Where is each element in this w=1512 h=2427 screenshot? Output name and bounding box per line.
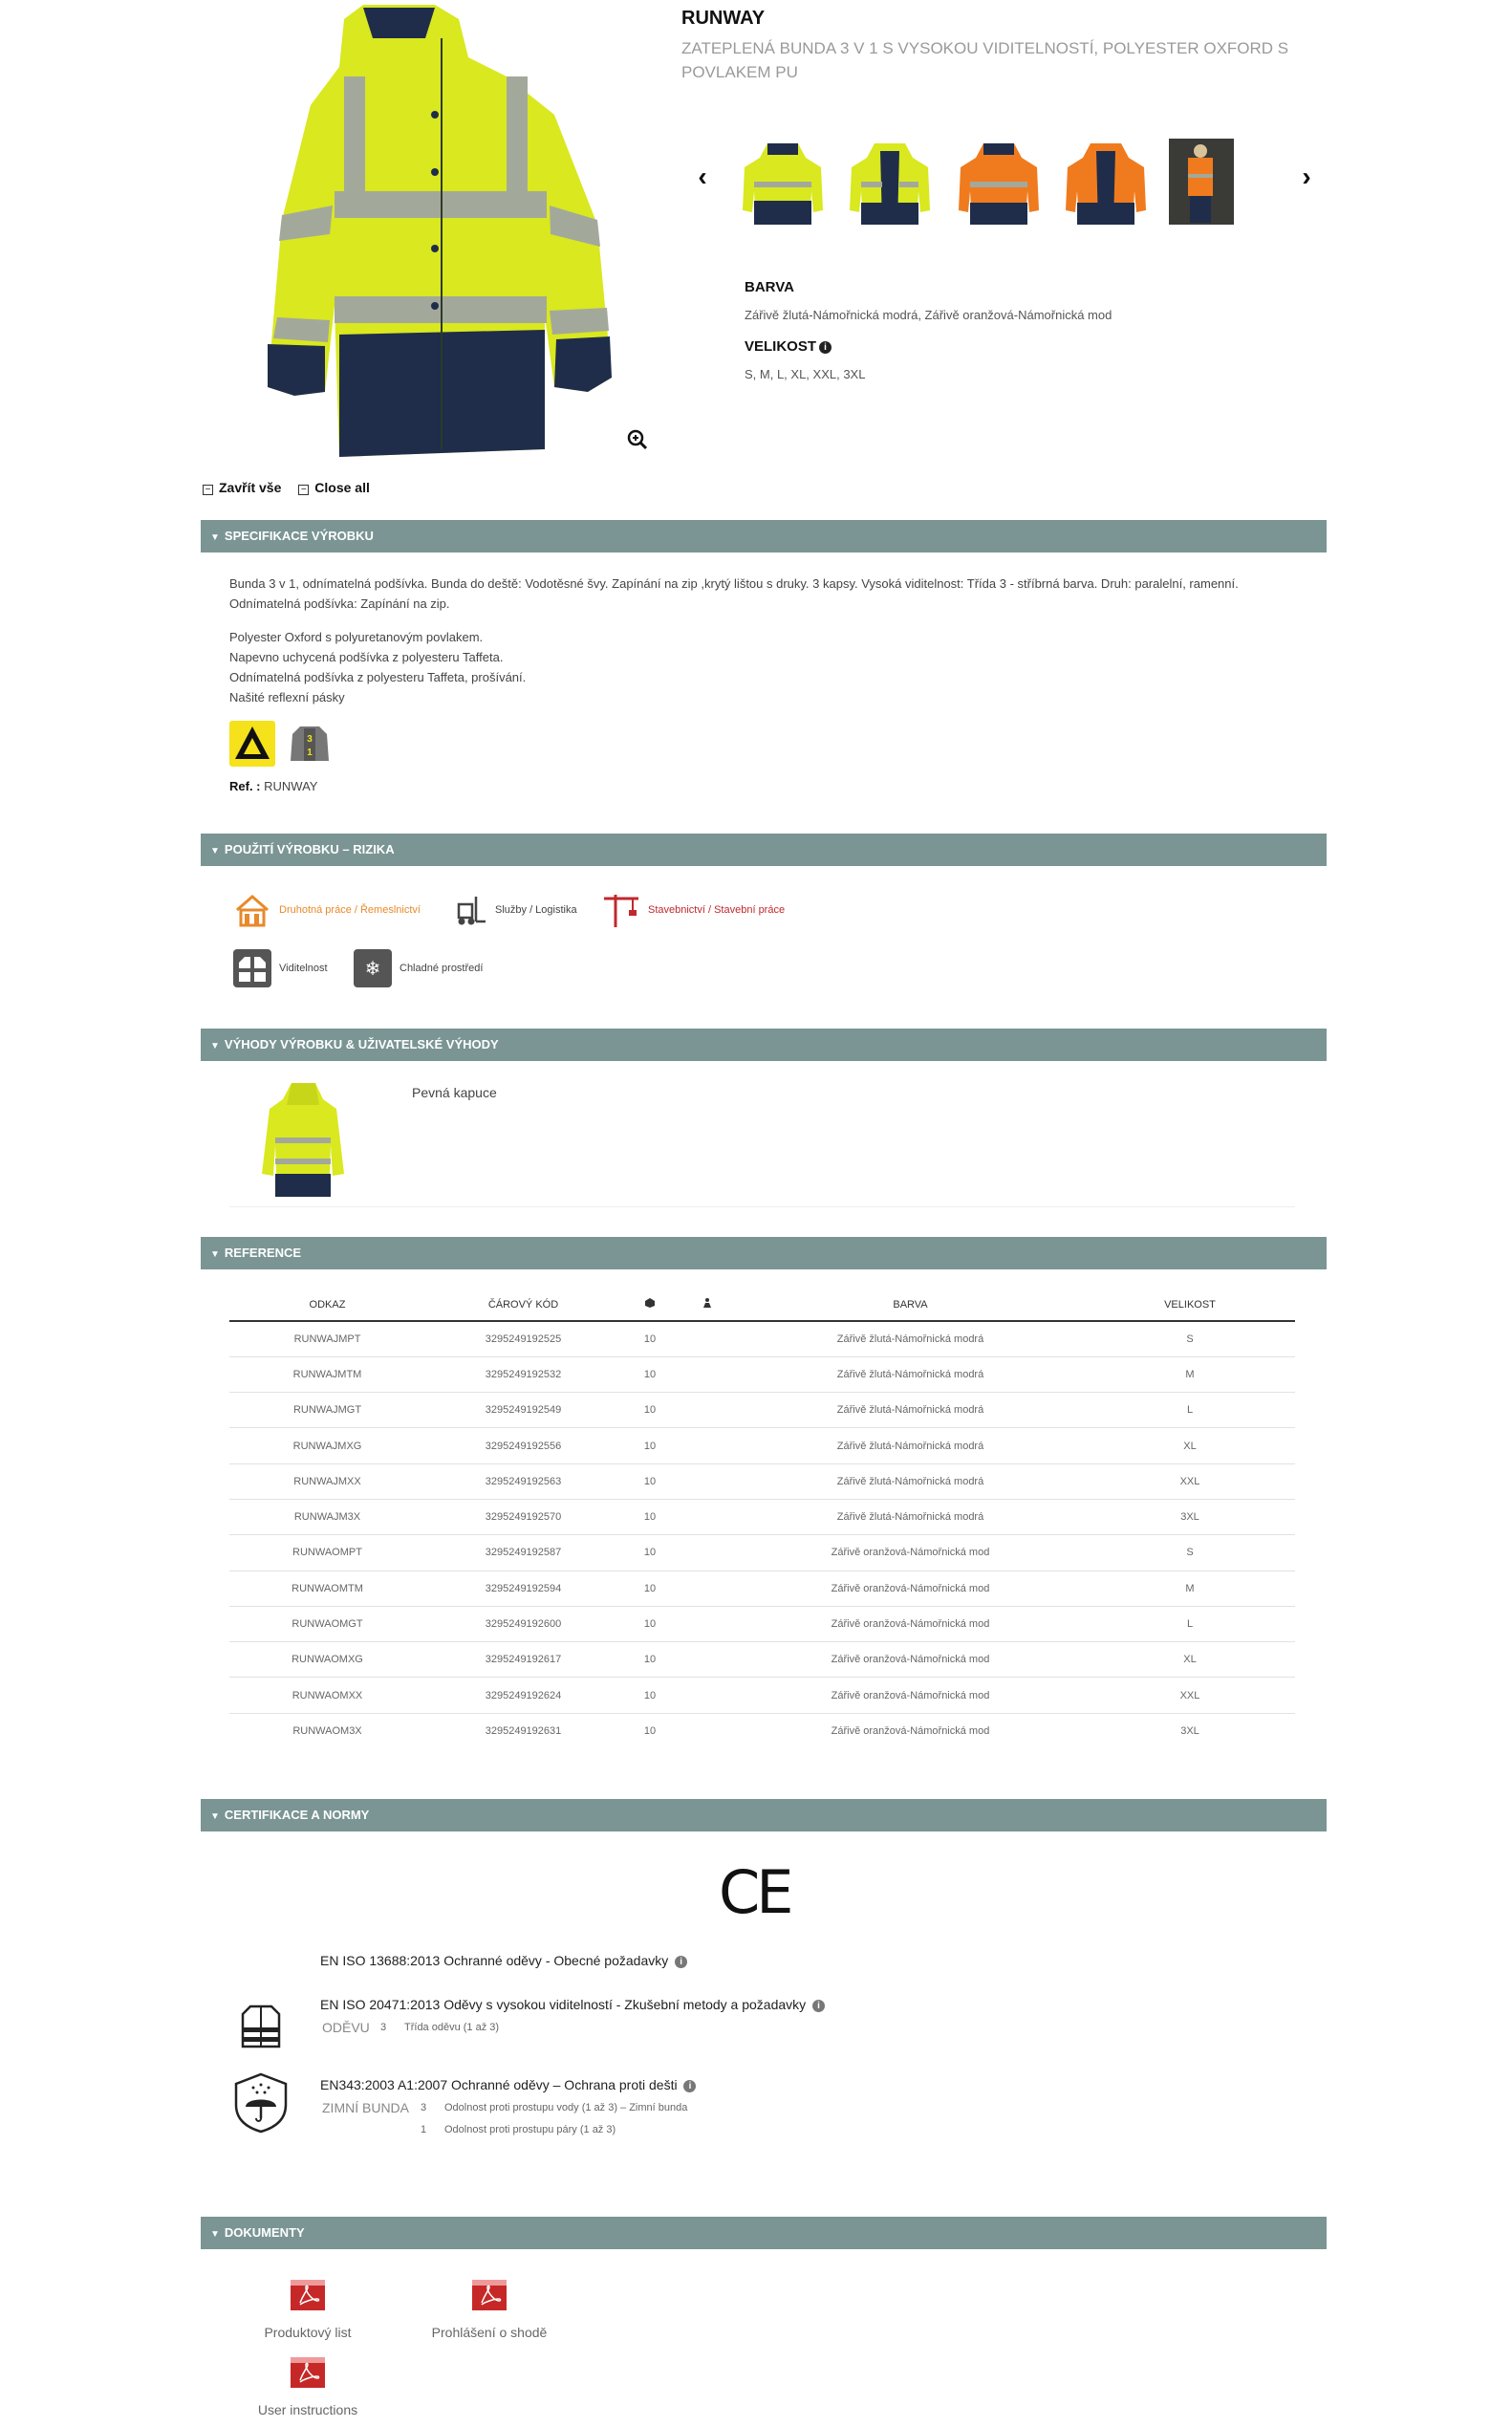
risk-item-construction: [602, 891, 785, 929]
cell-empty: [679, 1606, 736, 1641]
cell-size: 3XL: [1180, 1725, 1199, 1738]
table-row: [229, 1678, 1295, 1713]
section-reference-title: REFERENCE: [224, 1246, 302, 1260]
cell-ref: RUNWAJMTM: [229, 1356, 425, 1392]
brand-delta-icon: [229, 721, 275, 767]
table-header-row: [229, 1289, 1295, 1321]
ce-mark: CE: [719, 1857, 790, 1927]
cell-size: XL: [1085, 1642, 1295, 1678]
norm-class-label: ODĚVU: [322, 2020, 370, 2035]
thumbnail-worker-photo[interactable]: [1169, 134, 1234, 229]
zoom-icon[interactable]: [626, 428, 649, 451]
cell-barcode: 3295249192631: [485, 1725, 562, 1738]
col-header-barcode: ČÁROVÝ KÓD: [425, 1289, 621, 1321]
section-certification-header[interactable]: [201, 1799, 1327, 1831]
norm-title-text: EN ISO 20471:2013 Oděvy s vysokou viditelností - Zkušební metody a požadavky: [320, 1997, 807, 2012]
product-main-image[interactable]: [229, 0, 626, 464]
spec-line: Napevno uchycená podšívka z polyesteru Taffeta.: [229, 650, 504, 664]
section-advantages-header[interactable]: [201, 1029, 1327, 1061]
info-icon[interactable]: i: [683, 2080, 696, 2092]
spec-paragraph: Bunda 3 v 1, odnímatelná podšívka. Bunda do deště: Vodotěsné švy. Zapínání na zip ,krytý lištou s druky. 3 kapsy. Vysoká viditelnost: Třída 3 - stříbrná barva. Druh: paralelní, ramenní. Odnímatelná podšívka: Zapínání na zip.: [229, 576, 1239, 611]
cell-barcode: 3295249192600: [425, 1606, 621, 1641]
cell-color: Zářivě žlutá-Námořnická modrá: [736, 1463, 1085, 1499]
norm-water-value: 3: [421, 2102, 427, 2113]
thumbnail-orange-jacket-open[interactable]: [1062, 134, 1150, 229]
cell-pack-qty: 10: [621, 1678, 679, 1713]
person-icon: [702, 1297, 713, 1309]
info-icon[interactable]: i: [812, 2000, 825, 2012]
chevron-left-icon[interactable]: ‹: [698, 162, 707, 191]
cell-pack-qty: 10: [643, 1725, 657, 1738]
box-icon: [644, 1297, 656, 1309]
cell-empty: [679, 1463, 736, 1499]
divider: [229, 1206, 1295, 1207]
cell-pack-qty: 10: [621, 1428, 679, 1463]
cell-empty: [679, 1356, 736, 1392]
forklift-icon: [449, 891, 487, 929]
section-toggles: [203, 480, 383, 495]
document-label: User instructions: [257, 2402, 358, 2417]
cell-size: M: [1085, 1571, 1295, 1606]
cell-pack-qty: 10: [621, 1571, 679, 1606]
cell-empty: [679, 1678, 736, 1713]
cell-empty: [679, 1642, 736, 1678]
cell-ref: RUNWAOMPT: [229, 1535, 425, 1571]
collapse-icon: −: [203, 485, 213, 495]
cell-barcode: 3295249192587: [425, 1535, 621, 1571]
cell-color: Zářivě oranžová-Námořnická mod: [736, 1535, 1085, 1571]
cell-barcode: 3295249192563: [425, 1463, 621, 1499]
section-documents-title: DOKUMENTY: [224, 2225, 305, 2240]
table-row: [229, 1642, 1295, 1678]
col-header-size: VELIKOST: [1085, 1289, 1295, 1321]
document-label: Prohlášení o shodě: [431, 2325, 548, 2340]
spec-line: Našité reflexní pásky: [229, 690, 345, 704]
norm-title-text: EN ISO 13688:2013 Ochranné oděvy - Obecné požadavky: [320, 1953, 669, 1968]
cell-pack-qty: 10: [621, 1606, 679, 1641]
product-subtitle: ZATEPLENÁ BUNDA 3 V 1 S VYSOKOU VIDITELNOSTÍ, POLYESTER OXFORD S POVLAKEM PU: [681, 39, 1289, 81]
cell-color: Zářivě žlutá-Námořnická modrá: [736, 1356, 1085, 1392]
pdf-icon: [287, 2355, 329, 2390]
collapse-icon: −: [298, 485, 309, 495]
table-row: [229, 1606, 1295, 1641]
cell-size: M: [1085, 1356, 1295, 1392]
table-row: [229, 1321, 1295, 1356]
cell-size: S: [1085, 1321, 1295, 1356]
cell-color: Zářivě žlutá-Námořnická modrá: [736, 1393, 1085, 1428]
cell-pack-qty: 10: [621, 1642, 679, 1678]
svg-text:❄: ❄: [364, 957, 381, 980]
cell-pack-qty: 10: [621, 1321, 679, 1356]
cell-empty: [679, 1393, 736, 1428]
pdf-icon: [468, 2278, 510, 2312]
section-advantages-title: VÝHODY VÝROBKU & UŽIVATELSKÉ VÝHODY: [224, 1037, 499, 1051]
caret-down-icon: ▼: [210, 1249, 220, 1260]
col-header-pack-icon: [621, 1289, 679, 1321]
risk-item-logistics: [449, 891, 577, 929]
info-icon[interactable]: i: [675, 1956, 687, 1968]
cell-empty: [679, 1713, 736, 1748]
cell-ref: RUNWAOMTM: [229, 1571, 425, 1606]
close-all-cz-label: Zavřít vše: [219, 480, 282, 495]
risk-item-cold: [354, 949, 483, 987]
size-value: S, M, L, XL, XXL, 3XL: [745, 367, 866, 381]
table-row: [229, 1463, 1295, 1499]
cell-ref: RUNWAOM3X: [292, 1725, 362, 1738]
cell-empty: [679, 1428, 736, 1463]
col-header-color: BARVA: [736, 1289, 1085, 1321]
cell-ref: RUNWAJMGT: [229, 1393, 425, 1428]
caret-down-icon: ▼: [210, 532, 220, 543]
table-row: [229, 1713, 1295, 1748]
cell-ref: RUNWAOMGT: [229, 1606, 425, 1641]
col-header-person-icon: [679, 1289, 736, 1321]
table-row: [229, 1393, 1295, 1428]
cell-pack-qty: 10: [621, 1535, 679, 1571]
section-reference-header[interactable]: [201, 1237, 1327, 1269]
cell-size: XXL: [1085, 1678, 1295, 1713]
craftsman-icon: [233, 891, 271, 929]
cell-color: Zářivě oranžová-Námořnická mod: [736, 1678, 1085, 1713]
norm-title-20471: [320, 1997, 825, 2012]
section-usage-header[interactable]: [201, 834, 1327, 866]
document-user-instructions[interactable]: [212, 2355, 403, 2417]
norm-title-text: EN343:2003 A1:2007 Ochranné oděvy – Ochrana proti dešti: [320, 2077, 678, 2092]
advantage-hood-image: [258, 1078, 349, 1203]
risk-label: Služby / Logistika: [495, 904, 577, 916]
norm-winter-label: ZIMNÍ BUNDA: [322, 2100, 409, 2115]
section-certification-title: CERTIFIKACE A NORMY: [224, 1808, 370, 1822]
table-row: [229, 1535, 1295, 1571]
cell-barcode: 3295249192617: [425, 1642, 621, 1678]
norm-water-desc: Odolnost proti prostupu vody (1 až 3) – Zimní bunda: [444, 2102, 688, 2113]
svg-text:3: 3: [307, 734, 313, 745]
three-in-one-icon: [287, 721, 333, 767]
chevron-right-icon[interactable]: ›: [1302, 162, 1311, 191]
cell-size: S: [1085, 1535, 1295, 1571]
caret-down-icon: ▼: [210, 1041, 220, 1051]
info-icon[interactable]: i: [819, 341, 832, 354]
thumbnail-yellow-jacket-open[interactable]: [846, 134, 934, 229]
advantage-text: Pevná kapuce: [412, 1085, 497, 1100]
cell-color: Zářivě žlutá-Námořnická modrá: [736, 1499, 1085, 1534]
color-label: BARVA: [745, 279, 794, 295]
cell-barcode: 3295249192624: [425, 1678, 621, 1713]
cell-ref: RUNWAOMXX: [229, 1678, 425, 1713]
table-row: [229, 1499, 1295, 1534]
caret-down-icon: ▼: [210, 2229, 220, 2240]
crane-icon: [602, 891, 640, 929]
caret-down-icon: ▼: [210, 1811, 220, 1822]
spec-line: Polyester Oxford s polyuretanovým povlakem.: [229, 630, 484, 644]
section-specification-header[interactable]: [201, 520, 1327, 553]
cell-empty: [679, 1571, 736, 1606]
cell-color: Zářivě oranžová-Námořnická mod: [736, 1606, 1085, 1641]
table-row: [229, 1356, 1295, 1392]
cell-pack-qty: 10: [621, 1499, 679, 1534]
norm-class-value: 3: [380, 2022, 387, 2033]
cell-size: L: [1085, 1606, 1295, 1641]
thumbnail-yellow-jacket[interactable]: [739, 134, 827, 229]
risk-label: Druhotná práce / Řemeslnictví: [279, 904, 421, 916]
ref-label: Ref. :: [229, 779, 261, 793]
cell-color: Zářivě žlutá-Námořnická modrá: [736, 1321, 1085, 1356]
risk-label: Stavebnictví / Stavební práce: [648, 904, 786, 916]
section-specification-title: SPECIFIKACE VÝROBKU: [224, 529, 374, 543]
table-row: [229, 1428, 1295, 1463]
table-row: [229, 1571, 1295, 1606]
cell-barcode: 3295249192556: [425, 1428, 621, 1463]
cell-color: Zářivě oranžová-Námořnická mod: [831, 1725, 990, 1738]
cell-barcode: 3295249192549: [425, 1393, 621, 1428]
document-declaration[interactable]: [394, 2278, 585, 2340]
color-value: Zářivě žlutá-Námořnická modrá, Zářivě oranžová-Námořnická mod: [745, 308, 1112, 322]
close-all-en-toggle[interactable]: [298, 480, 370, 495]
close-all-cz-toggle[interactable]: [203, 480, 281, 495]
cell-color: Zářivě oranžová-Námořnická mod: [736, 1571, 1085, 1606]
cell-barcode: 3295249192594: [425, 1571, 621, 1606]
document-product-sheet[interactable]: [212, 2278, 403, 2340]
pdf-icon: [287, 2278, 329, 2312]
visibility-vest-icon: [233, 949, 271, 987]
cell-empty: [679, 1535, 736, 1571]
risk-label: Viditelnost: [279, 963, 328, 974]
norm-vapour-value: 1: [421, 2124, 427, 2135]
norm-title-13688: [320, 1953, 687, 1968]
size-label: VELIKOST: [745, 338, 817, 355]
product-title: RUNWAY: [681, 8, 766, 29]
cell-size: L: [1085, 1393, 1295, 1428]
cell-ref: RUNWAJMPT: [229, 1321, 425, 1356]
risk-item-craftsman: [233, 891, 421, 929]
svg-text:1: 1: [307, 748, 313, 758]
cell-barcode: 3295249192525: [425, 1321, 621, 1356]
section-usage-title: POUŽITÍ VÝROBKU – RIZIKA: [224, 842, 395, 856]
risk-item-visibility: [233, 949, 328, 987]
cell-pack-qty: 10: [621, 1393, 679, 1428]
thumbnail-orange-jacket[interactable]: [955, 134, 1043, 229]
close-all-en-label: Close all: [314, 480, 370, 495]
cell-ref: RUNWAJMXG: [229, 1428, 425, 1463]
cell-ref: RUNWAJMXX: [229, 1463, 425, 1499]
section-documents-header[interactable]: [201, 2217, 1327, 2249]
risk-label: Chladné prostředí: [400, 963, 484, 974]
cell-size: 3XL: [1085, 1499, 1295, 1534]
cell-pack-qty: 10: [621, 1356, 679, 1392]
size-label-wrap: [745, 338, 832, 355]
cell-color: Zářivě žlutá-Námořnická modrá: [736, 1428, 1085, 1463]
col-header-ref: ODKAZ: [229, 1289, 425, 1321]
cell-ref: RUNWAOMXG: [229, 1642, 425, 1678]
norm-class-desc: Třída oděvu (1 až 3): [404, 2022, 500, 2033]
cell-barcode: 3295249192532: [425, 1356, 621, 1392]
cell-color: Zářivě oranžová-Námořnická mod: [736, 1642, 1085, 1678]
rain-protection-icon: [232, 2072, 290, 2134]
caret-down-icon: ▼: [210, 846, 220, 856]
norm-vapour-desc: Odolnost proti prostupu páry (1 až 3): [444, 2124, 616, 2135]
cell-size: XXL: [1085, 1463, 1295, 1499]
norm-title-343: [320, 2077, 696, 2092]
reference-table: [229, 1289, 1295, 1749]
image-carousel: [681, 124, 1331, 239]
reference-line: [229, 779, 317, 793]
ref-value: RUNWAY: [264, 779, 318, 793]
cell-ref: RUNWAJM3X: [229, 1499, 425, 1534]
high-visibility-garment-icon: [239, 2003, 283, 2050]
cell-pack-qty: 10: [621, 1463, 679, 1499]
cell-size: XL: [1085, 1428, 1295, 1463]
spec-line: Odnímatelná podšívka z polyesteru Taffeta, prošívání.: [229, 670, 527, 684]
cell-empty: [679, 1321, 736, 1356]
cell-barcode: 3295249192570: [425, 1499, 621, 1534]
document-label: Produktový list: [264, 2325, 352, 2340]
cold-environment-icon: [354, 949, 392, 987]
cell-empty: [679, 1499, 736, 1534]
